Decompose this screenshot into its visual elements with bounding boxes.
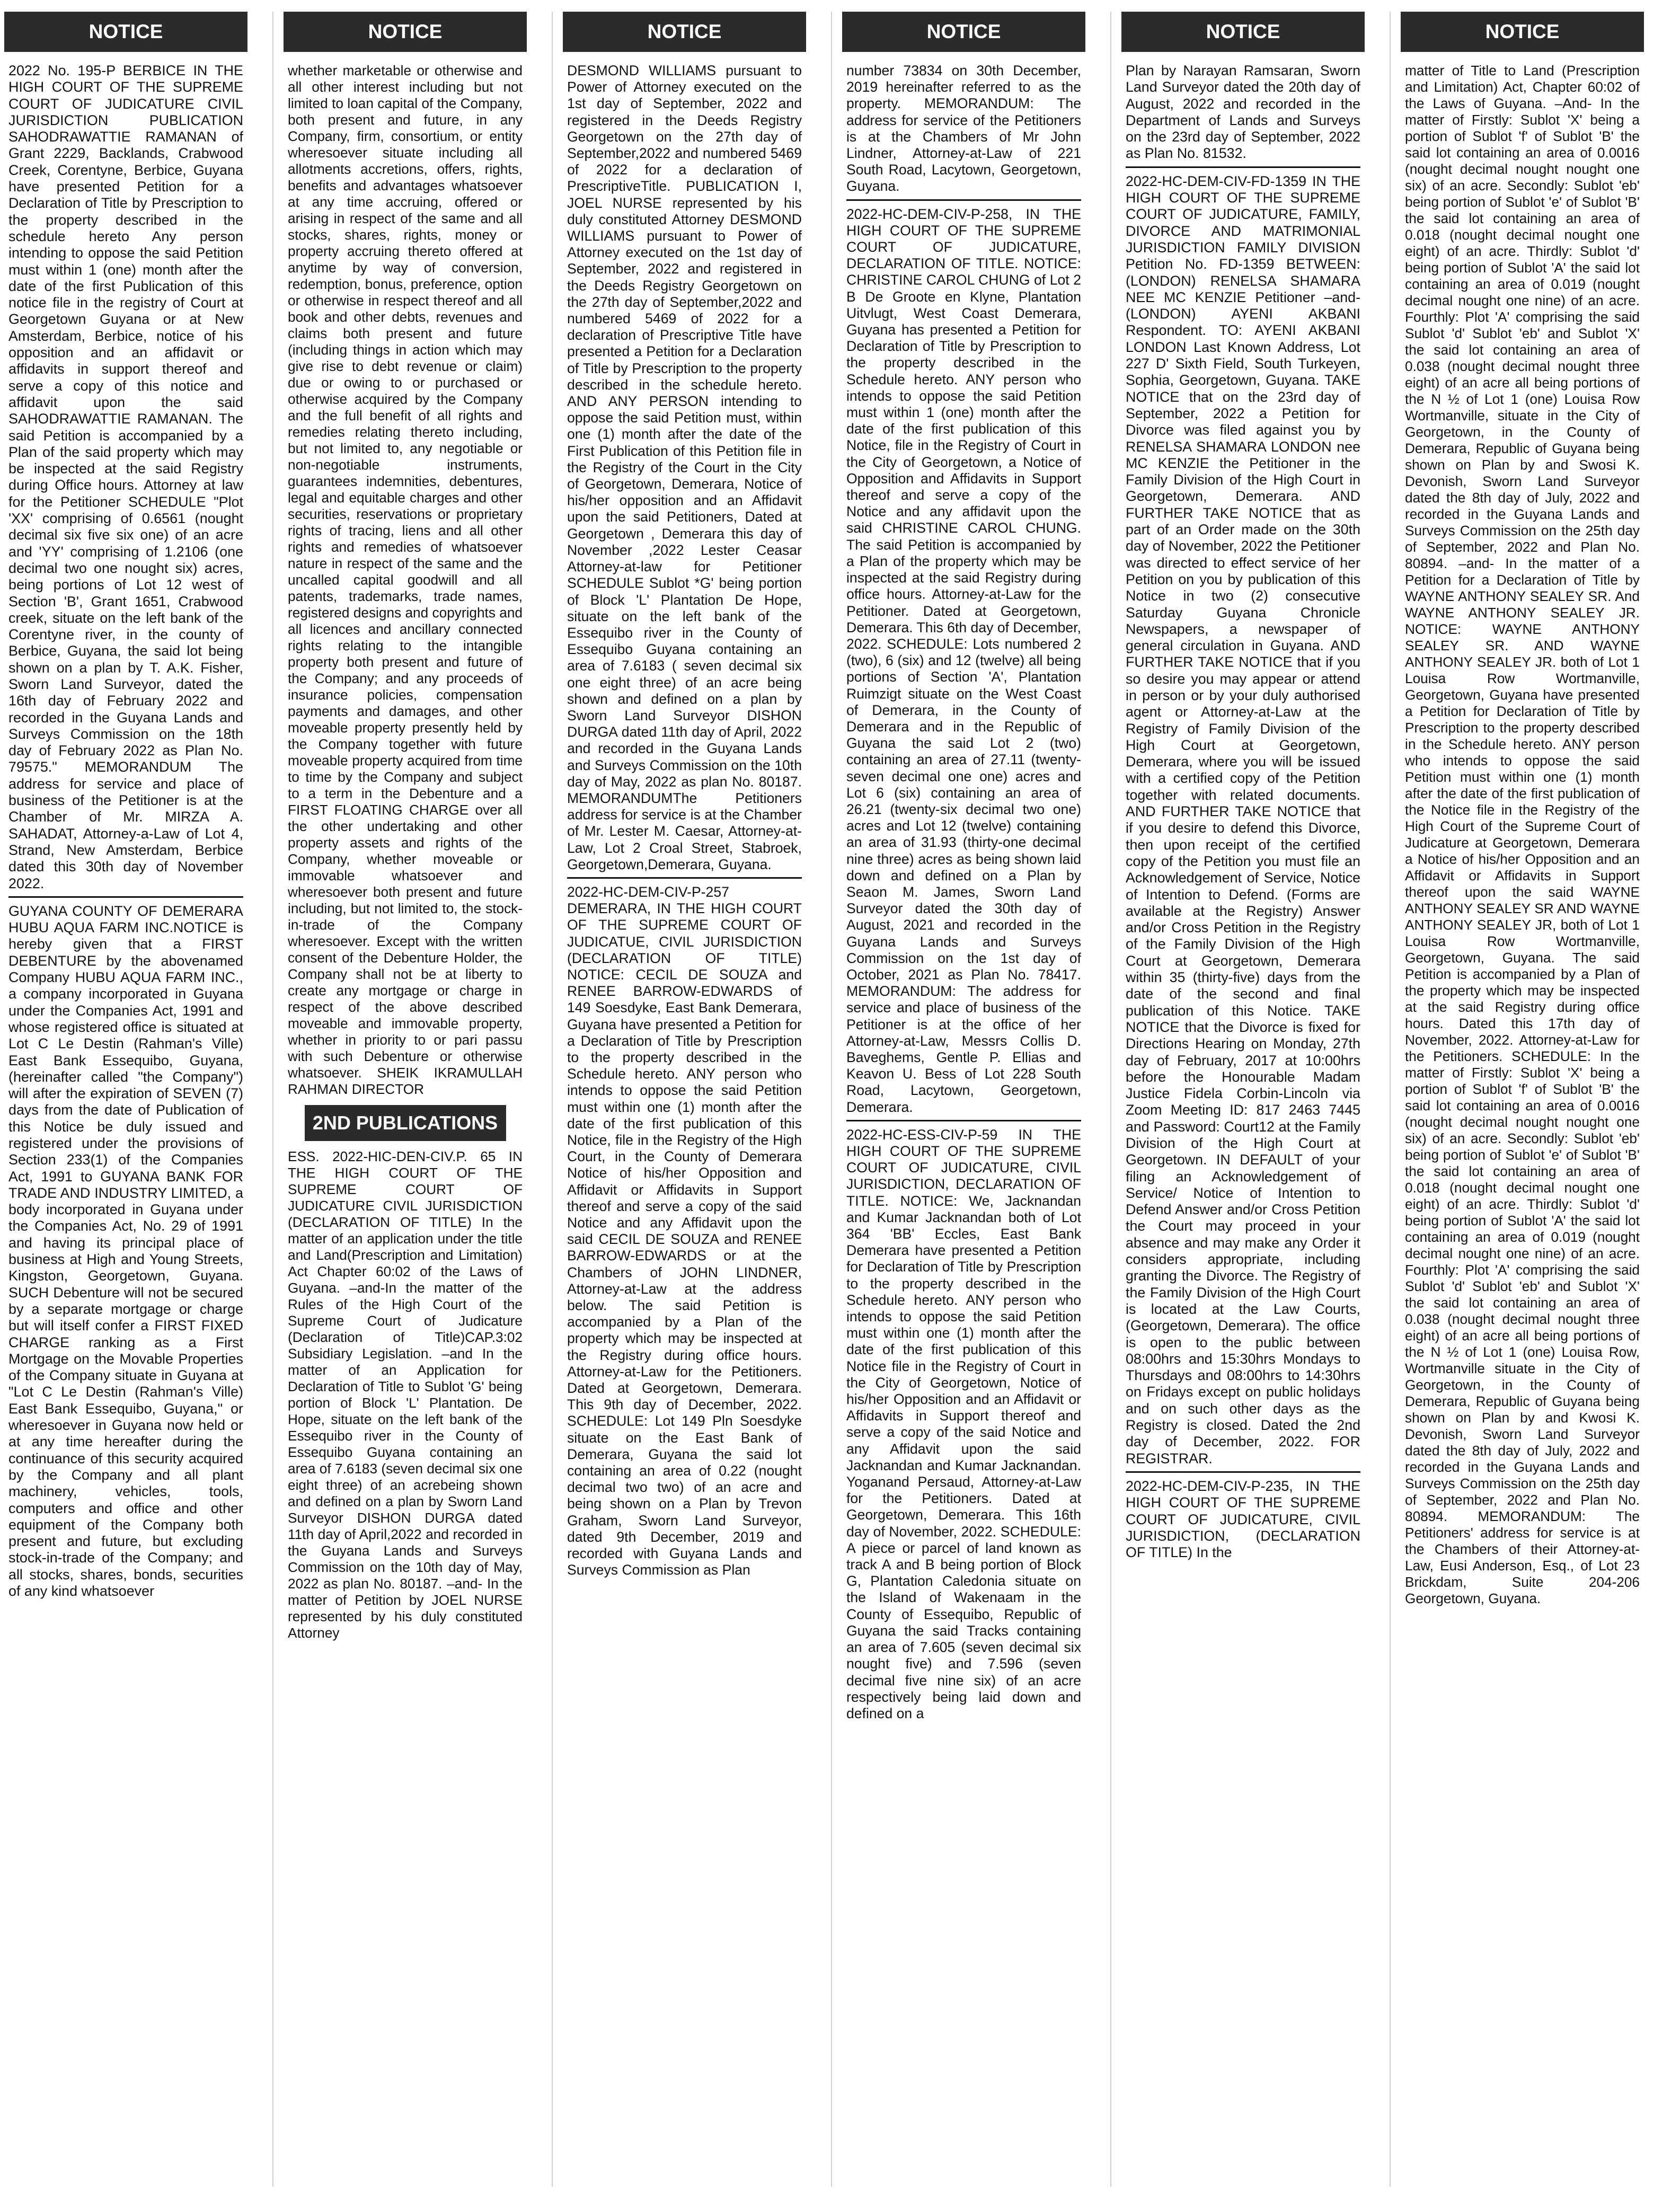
- column-4: [838, 12, 1090, 2187]
- notice-text: whether marketable or otherwise and all other interest including but not limited to loan capital of the Company, both present and future, in any Company, firm, consortium, or entity wheresoever situate including all allotments accretions, offers, rights, benefits and advantages whatsoever at any time accruing, offered or arising in respect of the same and all stocks, shares, rights, money or property accruing thereto offered at anytime by way of conversion, redemption, bonus, preference, option or otherwise in respect thereof and all book and other debts, revenues and claims both present and future (including things in action which may give rise to debt revenue or claim) due or owing to or purchased or otherwise acquired by the Company and the full benefit of all rights and remedies relating thereto including, but not limited to, any negotiable or non-negotiable instruments, guarantees indemnities, debentures, legal and equitable charges and other securities, reservations or proprietary rights of tracing, liens and all other rights and remedies of whatsoever nature in respect of the same and the uncalled capital goodwill and all patents, trademarks, trade names, registered designs and copyrights and all licences and ancillary connected rights relating to the intangible property both present and future of the Company; and any proceeds of insurance policies, compensation payments and damages, and other moveable property presently held by the Company together with future moveable property acquired from time to time by the Company and subject to a term in the Debenture and a FIRST FLOATING CHARGE over all the other undertaking and other property assets and rights of the Company, whether moveable or immovable whatsoever and wheresoever both present and future including, but not limited to, the stock-in-trade of the Company wheresoever. Except with the written consent of the Debenture Holder, the Company shall not be at liberty to create any mortgage or charge in respect of the above described moveable and immovable property, whether in priority to or pari passu with such Debenture or otherwise whatsoever. SHEIK IKRAMULLAH RAHMAN DIRECTOR: [288, 63, 523, 1097]
- column-separator: [1390, 12, 1391, 2187]
- notice-text: 2022 No. 195-P BERBICE IN THE HIGH COURT OF THE SUPREME COURT OF JUDICATURE CIVIL JURISDICTION PUBLICATION SAHODRAWATTIE RAMANAN of Grant 2229, Backlands, Crabwood Creek, Corentyne, Berbice, Guyana have presented Petition for a Declaration of Title by Prescription to the property described in the schedule hereto Any person intending to oppose the said Petition must within 1 (one) month after the date of the first Publication of this notice file in the registry of Court at Georgetown Guyana or at New Amsterdam, Berbice, notice of his opposition and an affidavit or affidavits in support thereof and serve a copy of this notice and affidavit upon the said SAHODRAWATTIE RAMANAN. The said Petition is accompanied by a Plan of the said property which may be inspected at the said Registry during Office hours. Attorney at law for the Petitioner SCHEDULE "Plot 'XX' comprising of 0.6561 (nought decimal six five six one) of an acre and 'YY' comprising of 1.2106 (one decimal two one nought six) acres, being portions of Lot 12 west of Section 'B', Grant 1651, Crabwood creek, situate on the left bank of the Corentyne river, in the county of Berbice, Guyana, the said lot being shown on a plan by T. A.K. Fisher, Sworn Land Surveyor, dated the 16th day of February 2022 and recorded in the Guyana Lands and Surveys Commission on the 18th day of February 2022 as Plan No. 79575." MEMORANDUM The address for service and place of business of the Petitioner is at the Chamber of Mr. MIRZA A. SAHADAT, Attorney-a-Law of Lot 4, Strand, New Amsterdam, Berbice dated this 30th day of November 2022.: [8, 63, 243, 891]
- column-body: [838, 52, 1090, 1722]
- notice-text: 2022-HC-ESS-CIV-P-59 IN THE HIGH COURT OF THE SUPREME COURT OF JUDICATURE, CIVIL JURISDICTION, DECLARATION OF TITLE. NOTICE: We, Jacknandan and Kumar Jacknandan both of Lot 364 'BB' Eccles, East Bank Demerara have presented a Petition for Declaration of Title by Prescription to the property described in the Schedule hereto. ANY person who intends to oppose the said Petition must within one (1) month after the date of the first publication of this Notice file in the Registry of Court in the City of Georgetown, Notice of his/her Opposition and an Affidavit or Affidavits in Support thereof and serve a copy of the said Notice and any Affidavit upon the said Jacknandan and Kumar Jacknandan. Yoganand Persaud, Attorney-at-Law for the Petitioners. Dated at Georgetown, Demerara. This 16th day of November, 2022. SCHEDULE: A piece or parcel of land known as track A and B being portion of Block G, Plantation Caledonia situate on the Island of Wakenaam in the County of Essequibo, Republic of Guyana the said Tracks containing an area of 7.605 (seven decimal six nought five) and 7.596 (seven decimal five nine six) of an acre respectively being laid down and defined on a: [846, 1126, 1081, 1721]
- divider: [567, 877, 802, 879]
- notice-block: [8, 903, 243, 1599]
- divider: [8, 896, 243, 898]
- divider: [846, 199, 1081, 201]
- notice-text: ESS. 2022-HIC-DEN-CIV.P. 65 IN THE HIGH COURT OF THE SUPREME COURT OF JUDICATURE CIVIL JURISDICTION (DECLARATION OF TITLE) In the matter of an application under the title and Land(Prescription and Limitation) Act Chapter 60:02 of the Laws of Guyana. –and-In the matter of the Rules of the High Court of the Supreme Court of Judicature (Declaration of Title)CAP.3:02 Subsidiary Legislation. –and In the matter of an Application for Declaration of Title to Sublot 'G' being portion of Block 'L' Plantation. De Hope, situate on the left bank of the Essequibo river in the County of Essequibo Guyana containing an area of 7.6183 (seven decimal six one eight three) of an acrebeing shown and defined on a plan by Sworn Land Surveyor DISHON DURGA dated 11th day of April,2022 and recorded in the Guyana Lands and Surveys Commission on the 10th day of May, 2022 as plan No. 80187. –and- In the matter of Petition by JOEL NURSE represented by his duly constituted Attorney: [288, 1148, 523, 1641]
- column-5: [1117, 12, 1369, 2187]
- divider: [1126, 1471, 1360, 1473]
- column-header: NOTICE: [284, 12, 527, 52]
- notice-text: 2022-HC-DEM-CIV-P-257 DEMERARA, IN THE HIGH COURT OF THE SUPREME COURT OF JUDICATUE, CIVIL JURISDICTION (DECLARATION OF TITLE) NOTICE: CECIL DE SOUZA and RENEE BARROW-EDWARDS of 149 Soesdyke, East Bank Demerara, Guyana have presented a Petition for a Declaration of Title by Prescription to the property described in the Schedule hereto. ANY person who intends to oppose the said Petition must within one (1) month after the date of the first publication of this Notice, file in the Registry of the High Court, in the County of Demerara Notice of his/her Opposition and Affidavit or Affidavits in Support thereof and serve a copy of the said Notice and any Affidavit upon the said CECIL DE SOUZA and RENEE BARROW-EDWARDS or at the Chambers of JOHN LINDNER, Attorney-at-Law at the address below. The said Petition is accompanied by a Plan of the property which may be inspected at the Registry during office hours. Attorney-at-Law for the Petitioners. Dated at Georgetown, Demerara. This 9th day of December, 2022. SCHEDULE: Lot 149 Pln Soesdyke situate on the East Bank of Demerara, Guyana the said lot containing an area of 0.22 (nought decimal two two) of an acre and being shown on a Plan by Trevon Graham, Sworn Land Surveyor, dated 9th December, 2019 and recorded with Guyana Lands and Surveys Commission as Plan: [567, 883, 802, 1578]
- column-header: NOTICE: [1401, 12, 1644, 52]
- notice-block: [1126, 63, 1360, 162]
- notice-text: number 73834 on 30th December, 2019 hereinafter referred to as the property. MEMORANDUM: The address for service of the Petitioners is at the Chambers of Mr John Lindner, Attorney-at-Law of 221 South Road, Lacytown, Georgetown, Guyana.: [846, 63, 1081, 195]
- column-2: [279, 12, 531, 2187]
- notice-text: 2022-HC-DEM-CIV-FD-1359 IN THE HIGH COURT OF THE SUPREME COURT OF JUDICATURE, FAMILY, DIVORCE AND MATRIMONIAL JURISDICTION FAMILY DIVISION Petition No. FD-1359 BETWEEN: (LONDON) RENELSA SHAMARA NEE MC KENZIE Petitioner –and- (LONDON) AYENI AKBANI Respondent. TO: AYENI AKBANI LONDON Last Known Address, Lot 227 D' Sixth Field, South Turkeyen, Sophia, Georgetown, Guyana. TAKE NOTICE that on the 23rd day of September, 2022 a Petition for Divorce was filed against you by RENELSA SHAMARA LONDON nee MC KENZIE the Petitioner in the Family Division of the High Court in Georgetown, Demerara. AND FURTHER TAKE NOTICE that as part of an Order made on the 30th day of November, 2022 the Petitioner was directed to effect service of her Petition on you by publication of this Notice in two (2) consecutive Saturday Guyana Chronicle Newspapers, a newspaper of general circulation in Guyana. AND FURTHER TAKE NOTICE that if you so desire you may appear or attend in person or by your duly authorised agent or Attorney-at-Law at the Registry of Family Division of the High Court at Georgetown, Demerara, where you will be issued with a certified copy of the Petition together with related documents. AND FURTHER TAKE NOTICE that if you desire to defend this Divorce, then upon receipt of the certified copy of the Petition you must file an Acknowledgement of Service, Notice of Intention to Defend. (Forms are available at the Registry) Answer and/or Cross Petition in the Registry of the Family Division of the High Court at Georgetown, Demerara within 35 (thirty-five) days from the date of the second and final publication of this Notice. TAKE NOTICE that the Divorce is fixed for Directions Hearing on Monday, 27th day of February, 2017 at 10:00hrs before the Honourable Madam Justice Fidela Corbin-Lincoln via Zoom Meeting ID: 817 2463 7445 and Password: Court12 at the Family Division of the High Court at Georgetown. IN DEFAULT of your filing an Acknowledgement of Service/ Notice of Intention to Defend Answer and/or Cross Petition the Court may proceed in your absence and may make any Order it considers appropriate, including granting the Divorce. The Registry of the Family Division of the High Court is located at the Law Courts, (Georgetown, Demerara). The office is open to the public between 08:00hrs and 15:30hrs Mondays to Thursdays and 08:00hrs to 14:30hrs on Fridays except on public holidays and on such other days as the Registry is closed. Dated the 2nd day of December, 2022. FOR REGISTRAR.: [1126, 173, 1360, 1466]
- notice-block: [846, 1127, 1081, 1722]
- column-6: [1396, 12, 1648, 2187]
- notice-text: matter of Title to Land (Prescription and Limitation) Act, Chapter 60:02 of the Laws of Guyana. –And- In the matter of Firstly: Sublot 'X' being a portion of Sublot 'f' of Sublot 'B' the said lot containing an area of 0.0016 (nought decimal nought nought one six) of an acre. Secondly: Sublot 'eb' being portion of Sublot 'e' of Sublot 'B' the said lot containing an area of 0.018 (nought decimal nought one eight) of an acre. Thirdly: Sublot 'd' being portion of Sublot 'A' the said lot containing an area of 0.019 (nought decimal nought one nine) of an acre. Fourthly: Plot 'A' comprising the said Sublot 'd' Sublot 'eb' and Sublot 'X' the said lot containing an area of 0.038 (nought decimal nought three eight) of an acre all being portions of the N ½ of Lot 1 (one) Louisa Row Wortmanville, situate in the City of Georgetown, in the County of Demerara, Republic of Guyana being shown on Plan by and Swosi K. Devonish, Sworn Land Surveyor dated the 8th day of July, 2022 and recorded in the Guyana Lands and Surveys Commission on the 25th day of September, 2022 and Plan No. 80894. –and- In the matter of a Petition for a Declaration of Title by WAYNE ANTHONY SEALEY SR. And WAYNE ANTHONY SEALEY JR. NOTICE: WAYNE ANTHONY SEALEY SR. AND WAYNE ANTHONY SEALEY JR. both of Lot 1 Louisa Row Wortmanville, Georgetown, Guyana have presented a Petition for Declaration of Title by Prescription to the property described in the Schedule hereto. ANY person who intends to oppose the said Petition must within one (1) month after the date of the first publication of the Notice file in the Registry of the High Court of the Supreme Court of Judicature at Georgetown, Demerara a Notice of his/her Opposition and an Affidavit or Affidavits in Support thereof upon the said WAYNE ANTHONY SEALEY SR AND WAYNE ANTHONY SEALEY JR, both of Lot 1 Louisa Row Wortmanville, Georgetown, Guyana. The said Petition is accompanied by a Plan of the property which may be inspected at the said Registry during office hours. Dated this 17th day of November, 2022. Attorney-at-Law for the Petitioners. SCHEDULE: In the matter of Firstly: Sublot 'X' being a portion of Sublot 'f' of Sublot 'B' the said lot containing an area of 0.0016 (nought decimal nought nought one six) of an acre. Secondly: Sublot 'eb' being portion of Sublot 'e' of Sublot 'B' the said lot containing an area of 0.018 (nought decimal nought one eight) of an acre. Thirdly: Sublot 'd' being portion of Sublot 'A' the said lot containing an area of 0.019 (nought decimal nought one nine) of an acre. Fourthly: Plot 'A' comprising the said Sublot 'd' Sublot 'eb' and Sublot 'X' the said lot containing an area of 0.038 (nought decimal nought three eight) of an acre all being portions of the N ½ of Lot 1 (one) Louisa Row, Wortmanville situate in the City of Georgetown, in the County of Demerara, Republic of Guyana being shown on Plan by and Kwosi K. Devonish, Sworn Land Surveyor dated the 8th day of July, 2022 and recorded in the Guyana Lands and Surveys Commission on the 25th day of September, 2022 and Plan No. 80894. MEMORANDUM: The Petitioners' address for service is at the Chambers of their Attorney-at-Law, Eusi Anderson, Esq., of Lot 23 Brickdam, Suite 204-206 Georgetown, Guyana.: [1405, 63, 1640, 1606]
- column-separator: [272, 12, 273, 2187]
- column-1: [0, 12, 252, 2187]
- notice-block: [288, 63, 523, 1098]
- notice-block: [8, 63, 243, 892]
- column-separator: [552, 12, 553, 2187]
- notice-block: [846, 63, 1081, 195]
- column-3: [559, 12, 810, 2187]
- notice-block: [288, 1148, 523, 1641]
- column-separator: [831, 12, 832, 2187]
- column-separator: [1110, 12, 1111, 2187]
- divider: [1126, 166, 1360, 168]
- column-header: NOTICE: [4, 12, 247, 52]
- notice-text: Plan by Narayan Ramsaran, Sworn Land Surveyor dated the 20th day of August, 2022 and recorded in the Department of Lands and Surveys on the 23rd day of September, 2022 as Plan No. 81532.: [1126, 63, 1360, 162]
- notice-block: [567, 63, 802, 873]
- column-header: NOTICE: [563, 12, 806, 52]
- notice-text: 2022-HC-DEM-CIV-P-235, IN THE HIGH COURT OF THE SUPREME COURT OF JUDICATURE, CIVIL JURISDICTION, (DECLARATION OF TITLE) In the: [1126, 1478, 1360, 1561]
- column-header: NOTICE: [1121, 12, 1365, 52]
- notice-block: [846, 206, 1081, 1116]
- column-body: [279, 52, 531, 1641]
- column-body: [1396, 52, 1648, 1607]
- column-header: NOTICE: [842, 12, 1085, 52]
- column-body: [1117, 52, 1369, 1561]
- second-publications-header: 2ND PUBLICATIONS: [305, 1105, 506, 1141]
- notice-text: DESMOND WILLIAMS pursuant to Power of Attorney executed on the 1st day of September, 2022 and registered in the Deeds Registry Georgetown on the 27th day of September,2022 and numbered 5469 of 2022 for a declaration of PrescriptiveTitle. PUBLICATION I, JOEL NURSE represented by his duly constituted Attorney DESMOND WILLIAMS pursuant to Power of Attorney executed on the 1st day of September, 2022 and registered in the Deeds Registry Georgetown on the 27th day of September,2022 and numbered 5469 of 2022 for a declaration of Prescriptive Title have presented a Petition for a Declaration of Title by Prescription to the property described in the schedule hereto. AND ANY PERSON intending to oppose the said Petition must, within one (1) month after the date of the First Publication of this Petition file in the Registry of the Court in the City of Georgetown, Demerara, Notice of his/her opposition and an Affidavit upon the said Petitioners, Dated at Georgetown , Demerara this day of November ,2022 Lester Ceasar Attorney-at-law for Petitioner SCHEDULE Sublot *G' being portion of Block 'L' Plantation De Hope, situate on the left bank of the Essequibo river in the County of Essequibo Guyana containing an area of 7.6183 ( seven decimal six one eight three) of an acre being shown and defined on a plan by Sworn Land Surveyor DISHON DURGA dated 11th day of April, 2022 and recorded in the Guyana Lands and Surveys Commission on the 10th day of May, 2022 as plan No. 80187. MEMORANDUMThe Petitioners address for service is at the Chamber of Mr. Lester M. Caesar, Attorney-at-Law, Lot 2 Croal Street, Stabroek, Georgetown,Demerara, Guyana.: [567, 63, 802, 872]
- notice-text: GUYANA COUNTY OF DEMERARA HUBU AQUA FARM INC.NOTICE is hereby given that a FIRST DEBENTURE by the abovenamed Company HUBU AQUA FARM INC., a company incorporated in Guyana under the Companies Act, 1991 and whose registered office is situated at Lot C Le Destin (Rahman's Ville) East Bank Essequibo, Guyana, (hereinafter called "the Company") will after the expiration of SEVEN (7) days from the date of Publication of this Notice be duly issued and registered under the provisions of Section 233(1) of the Companies Act, 1991 to GUYANA BANK FOR TRADE AND INDUSTRY LIMITED, a body incorporated in Guyana under the Companies Act, No. 29 of 1991 and having its principal place of business at High and Young Streets, Kingston, Georgetown, Guyana. SUCH Debenture will not be secured by a separate mortgage or charge but will itself confer a FIRST FIXED CHARGE ranking as a First Mortgage on the Movable Properties of the Company situate in Guyana at "Lot C Le Destin (Rahman's Ville) East Bank Essequibo, Guyana," or wheresoever in Guyana now held or at any time hereafter during the continuance of this security acquired by the Company and all plant machinery, vehicles, tools, computers and office and other equipment of the Company both present and future, but excluding stock-in-trade of the Company; and all stocks, shares, bonds, securities of any kind whatsoever: [8, 903, 243, 1599]
- notice-text: 2022-HC-DEM-CIV-P-258, IN THE HIGH COURT OF THE SUPREME COURT OF JUDICATURE, DECLARATION OF TITLE. NOTICE: CHRISTINE CAROL CHUNG of Lot 2 B De Groote en Klyne, Plantation Uitvlugt, West Coast Demerara, Guyana has presented a Petition for Declaration of Title by Prescription to the property described in the Schedule hereto. ANY person who intends to oppose the said Petition must within 1 (one) month after the date of the first publication of this Notice, file in the Registry of Court in the City of Georgetown, a Notice of Opposition and Affidavits in Support thereof and serve a copy of the Notice and any affidavit upon the said CHRISTINE CAROL CHUNG. The said Petition is accompanied by a Plan of the property which may be inspected at the said Registry during office hours. Attorney-at-Law for the Petitioner. Dated at Georgetown, Demerara. This 6th day of December, 2022. SCHEDULE: Lots numbered 2 (two), 6 (six) and 12 (twelve) all being portions of Section 'A', Plantation Ruimzigt situate on the West Coast of Demerara, in the County of Demerara and in the Republic of Guyana the said Lot 2 (two) containing an area of 27.11 (twenty-seven decimal one one) acres and Lot 6 (six) containing an area of 26.21 (twenty-six decimal two one) acres and Lot 12 (twelve) containing an area of 31.93 (thirty-one decimal nine three) acres as being shown laid down and defined on a Plan by Seaon M. James, Sworn Land Surveyor dated the 30th day of August, 2021 and recorded in the Guyana Lands and Surveys Commission on the 1st day of October, 2021 as Plan No. 78417. MEMORANDUM: The address for service and place of business of the Petitioner is at the office of her Attorney-at-Law, Messrs Collis D. Baveghems, Gentle P. Ellias and Keavon U. Bess of Lot 228 South Road, Lacytown, Georgetown, Demerara.: [846, 206, 1081, 1115]
- notice-block: [1126, 173, 1360, 1467]
- notice-block: [1126, 1478, 1360, 1561]
- divider: [846, 1120, 1081, 1121]
- column-body: [0, 52, 252, 1599]
- column-body: [559, 52, 810, 1578]
- notice-block: [1405, 63, 1640, 1607]
- notice-block: [567, 884, 802, 1579]
